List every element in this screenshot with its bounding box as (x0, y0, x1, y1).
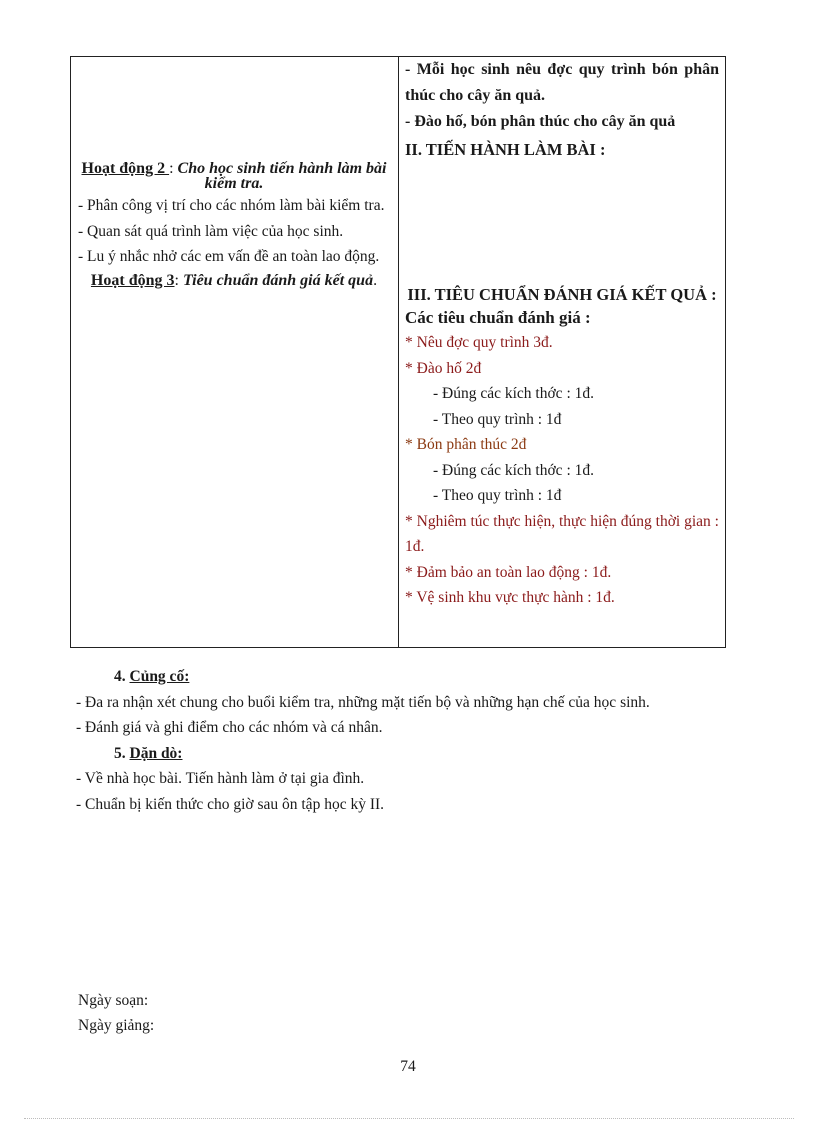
section-4 (78, 664, 768, 817)
section-3-heading: III. TIÊU CHUẨN ĐÁNH GIÁ KẾT QUẢ : (407, 285, 717, 304)
section-4-line: - Đánh giá và ghi điểm cho các nhóm và cá nhân. (76, 719, 383, 736)
lesson-table (70, 56, 726, 648)
criteria-subitem: - Theo quy trình : 1đ (433, 487, 562, 504)
criteria-list (405, 330, 719, 611)
section-5-heading: 5. Dặn dò: (114, 744, 183, 762)
page-number: 74 (400, 1058, 416, 1075)
ngay-soan-label: Ngày soạn: (78, 992, 149, 1009)
criteria-title: Các tiêu chuẩn đánh giá : (405, 308, 591, 327)
section-2-heading: II. TIẾN HÀNH LÀM BÀI : (405, 140, 606, 159)
activity-2-line: - Phân công vị trí cho các nhóm làm bài kiểm tra. (78, 197, 385, 214)
criteria-item: * Đảm bảo an toàn lao động : 1đ. (405, 563, 612, 581)
criteria-item: * Vệ sinh khu vực thực hành : 1đ. (405, 589, 615, 606)
section-4-line: - Đa ra nhận xét chung cho buổi kiểm tra, những mặt tiến bộ và những hạn chế của học sinh. (76, 693, 650, 711)
activity-3-heading: Hoạt động 3: Tiêu chuẩn đánh giá kết quả. (90, 271, 378, 289)
criteria-item: * Nghiêm túc thực hiện, thực hiện đúng thời gian : 1đ. (405, 512, 719, 555)
activity-2-heading: Hoạt động 2 : Cho học sinh tiến hành làm bài kiểm tra. (81, 160, 387, 192)
criteria-subitem: - Đúng các kích thớc : 1đ. (433, 461, 594, 479)
footer-divider (24, 1118, 794, 1119)
date-fields (78, 988, 154, 1038)
section-5-line: - Chuẩn bị kiến thức cho giờ sau ôn tập học kỳ II. (76, 795, 385, 813)
intro-line-2: - Đào hố, bón phân thúc cho cây ăn quả (405, 113, 676, 130)
criteria-item: * Nêu đợc quy trình 3đ. (405, 334, 553, 351)
activity-2-line: - Lu ý nhắc nhở các em vấn đề an toàn lao động. (78, 248, 380, 265)
content-column (399, 57, 725, 647)
intro-line-1: - Mỗi học sinh nêu đợc quy trình bón phân thúc cho cây ăn quả. (405, 61, 719, 104)
section-4-heading: 4. Củng cố: (114, 668, 190, 685)
criteria-item: * Bón phân thúc 2đ (405, 436, 527, 453)
activity-column (71, 57, 399, 647)
activity-2-line: - Quan sát quá trình làm việc của học sinh. (78, 222, 344, 240)
criteria-subitem: - Đúng các kích thớc : 1đ. (433, 385, 594, 402)
criteria-item: * Đào hố 2đ (405, 359, 482, 377)
section-5-line: - Về nhà học bài. Tiến hành làm ở tại gia đình. (76, 770, 365, 787)
ngay-giang-label: Ngày giảng: (78, 1017, 155, 1034)
criteria-subitem: - Theo quy trình : 1đ (433, 410, 562, 428)
activity-2-body (78, 193, 390, 270)
